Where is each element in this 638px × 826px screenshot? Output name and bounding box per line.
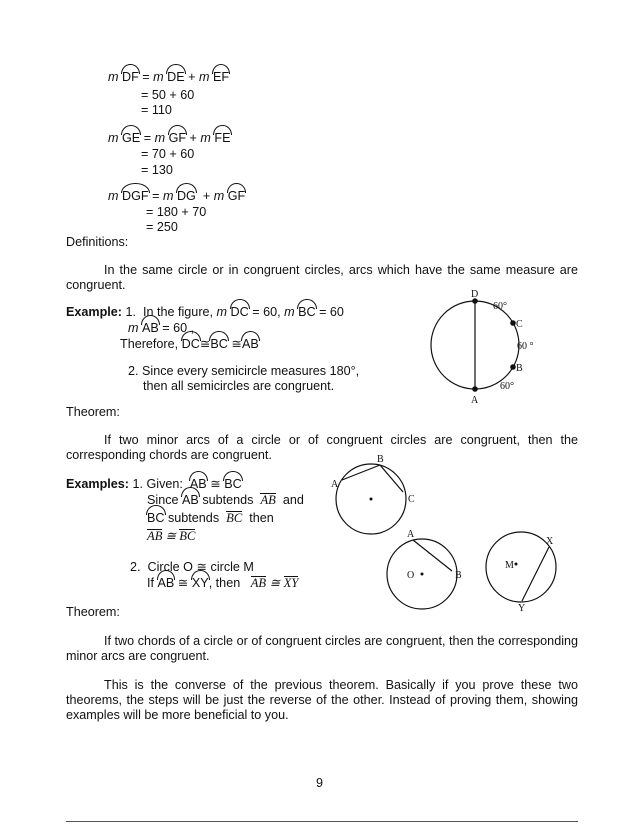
arc-dc: DC (230, 305, 249, 319)
arc-de: DE (167, 70, 185, 84)
arc-df: DF (122, 70, 139, 84)
label-c: C (408, 494, 415, 505)
label-a: A (471, 395, 479, 406)
arc-ge: GE (122, 131, 141, 145)
label-m: M (505, 560, 514, 571)
point-c (510, 320, 516, 326)
example2-item2-line1: 2. Circle O ≅ circle M (130, 560, 254, 574)
example2-item2-line2: If AB ≅ XY, then AB ≅ XY (147, 576, 299, 590)
example1-item2-line1: 2. Since every semicircle measures 180°, (128, 364, 360, 378)
page-number: 9 (316, 776, 324, 790)
point-a (472, 386, 478, 392)
arc-dgf: DGF (122, 189, 149, 203)
theorem2-text: If two chords of a circle or of congruent circles are congruent, then the corresponding minor arcs are congruent. (66, 634, 578, 663)
calc-dgf-line2: = 180 + 70 (146, 205, 207, 219)
example1-line2: m AB = 60 , (128, 321, 195, 335)
figure-circles-o-m (380, 528, 570, 613)
definitions-heading: Definitions: (66, 235, 129, 249)
example2-line3: BC subtends BC then (147, 511, 274, 525)
center-m (515, 563, 518, 566)
arc-label-ba: 60° (500, 381, 514, 392)
label-c: C (516, 319, 523, 330)
point-b (510, 364, 516, 370)
label-b: B (455, 570, 462, 581)
arc-gf: GF (168, 131, 187, 145)
calc-dgf-line3: = 250 (146, 220, 178, 234)
arc-fe: FE (214, 131, 231, 145)
chord-ab (413, 540, 452, 571)
example1-item2-line2: then all semicircles are congruent. (143, 379, 335, 393)
arc-dg: DG (176, 189, 196, 203)
label-x: X (546, 536, 554, 547)
segment-bc: BC (226, 511, 243, 525)
example1-line1: Example: 1. In the figure, m DC = 60, m BC = 60 (66, 305, 344, 319)
center-point (370, 498, 373, 501)
examples-label: Examples: (66, 477, 129, 491)
segment-ab: AB (260, 493, 276, 507)
segment-xy: XY (283, 576, 299, 590)
label-y: Y (518, 603, 526, 613)
arc-label-cb: 60 ° (517, 341, 534, 352)
theorem1-heading: Theorem: (66, 405, 120, 419)
center-o (421, 573, 424, 576)
footer-divider (66, 821, 578, 822)
calc-ge-line3: = 130 (141, 163, 173, 177)
arc-label-dc: 60° (493, 301, 507, 312)
arc-ab: AB (142, 321, 159, 335)
closing-text: This is the converse of the previous theorem. Basically if you prove these two theorems, the steps will be just the reverse of the other. Instead of proving them, showing examples will be more beneficial to you. (66, 678, 578, 722)
label-b: B (377, 454, 384, 465)
example-label: Example: (66, 305, 122, 319)
calc-ge-line1: m GE = m GF + m FE (108, 131, 231, 145)
m-label: m (108, 70, 119, 84)
example2-line2: Since AB subtends AB and (147, 493, 304, 507)
calc-ge-line2: = 70 + 60 (141, 147, 195, 161)
calc-df-line1: m DF = m DE + m EF (108, 70, 230, 84)
example2-line1: Examples: 1. Given: AB ≅ BC (66, 477, 242, 491)
theorem2-heading: Theorem: (66, 605, 120, 619)
theorem1-text: If two minor arcs of a circle or of congruent circles are congruent, then the corresponding chords are congruent. (66, 433, 578, 462)
arc-gf2: GF (227, 189, 246, 203)
label-o: O (407, 570, 415, 581)
arc-ef: EF (213, 70, 230, 84)
figure-circle-dcba (420, 285, 540, 410)
arc-bc: BC (298, 305, 316, 319)
label-a: A (331, 479, 339, 490)
calc-df-line3: = 110 (141, 103, 172, 117)
calc-df-line2: = 50 + 60 (141, 88, 195, 102)
label-a: A (407, 529, 415, 540)
calc-dgf-line1: m DGF = m DG + m GF (108, 189, 246, 203)
label-d: D (471, 289, 479, 300)
definitions-text: In the same circle or in congruent circles, arcs which have the same measure are congruent. (66, 263, 578, 292)
label-b: B (516, 363, 523, 374)
example1-line3: Therefore, DC≅BC ≅AB (120, 337, 259, 351)
example2-line4: AB ≅ BC (147, 529, 196, 543)
